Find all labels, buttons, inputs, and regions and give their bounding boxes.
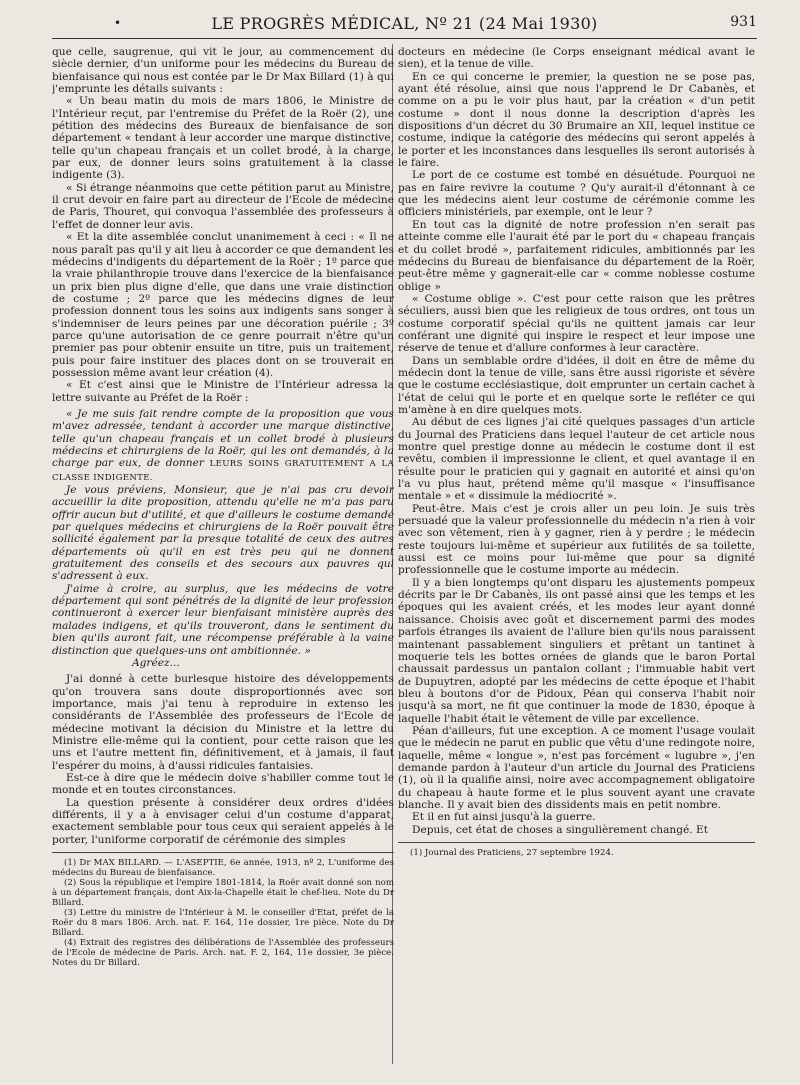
footnote: (3) Lettre du ministre de l'Intérieur à M. le conseiller d'Etat, préfet de la Roër du 8 mars 1806. Arch. nat. F. 164, 11e dossier, 1re pièce. Note du Dr Billard. <box>52 908 394 938</box>
paragraph: J'ai donné à cette burlesque histoire des développements qu'on trouvera sans doute disproportionnés avec son importance, mais j'ai tenu à reproduire in extenso les considérants de l'Assemblée des professeurs de l'Ecole de médecine motivant la décision du Ministre et la lettre du Ministre elle-même qui la contient, pour cette raison que les uns et l'autre mettent fin, définitivement, et à jamais, il faut l'espérer du moins, à d'aussi ridicules fantaisies. <box>52 673 394 772</box>
journal-title: LE PROGRÈS MÉDICAL, Nº 21 (24 Mai 1930) <box>211 14 598 33</box>
paragraph: En tout cas la dignité de notre profession n'en serait pas atteinte comme elle l'aurait été par le port du « chapeau français et du collet brodé », parfaitement ridicules, ambitionnés par les médecins du Bureau de bienfaisance du département de la Roër, peut-être même y gagnerait-elle car « comme noblesse costume oblige » <box>398 218 755 293</box>
right-column <box>398 46 755 1076</box>
quoted-letter: J'aime à croire, au surplus, que les médecins de votre département qui sont pénétrés de la dignité de leur profession continueront à exercer leur bienfaisant ministère auprès des malades indigens, et qu'ils trouveront, dans le sentiment du bien qu'ils auront fait, une récompense préférable à la vaine distinction que quelques-uns ont ambitionnée. » <box>52 582 394 657</box>
header-rule <box>52 38 757 39</box>
paragraph: docteurs en médecine (le Corps enseignant médical avant le sien), et la tenue de ville. <box>398 46 755 71</box>
paragraph: Au début de ces lignes j'ai cité quelques passages d'un article du Journal des Praticiens dans lequel l'auteur de cet article nous montre quel prestige donne au médecin le costume dont il est revêtu, combien il impressionne le client, et quel avantage il en résulte pour le praticien qui y gagnait en autorité et ainsi qu'on l'a vu plus haut, prétend même qu'il masque « l'insuffisance mentale » et « dissimule la médiocrité ». <box>398 416 755 503</box>
footnote: (4) Extrait des registres des délibérations de l'Assemblée des professeurs de l'Ecole de médecine de Paris. Arch. nat. F. 2, 164, 11e dossier, 3e pièce. Notes du Dr Billard. <box>52 938 394 968</box>
page-number: 931 <box>730 14 757 30</box>
paragraph: Dans un semblable ordre d'idées, il doit en être de même du médecin dont la tenue de ville, sans être aussi rigoriste et sévère que le costume ecclésiastique, doit emprunter un certain cachet à l'état de celui qui le porte et en quelque sorte le refléter ce qui m'amène à en dire quelques mots. <box>398 354 755 416</box>
quoted-letter: Je vous préviens, Monsieur, que je n'ai pas cru devoir accueillir la dite proposition, attendu qu'elle ne m'a pas paru offrir aucun but d'utilité, et que d'ailleurs le costume demandé par quelques médecins et chirurgiens de la Roër pouvait être sollicité également par la presque totalité de ceux des autres départements où qu'il en est très peu qui ne donnent gratuitement des conseils et des secours aux pauvres qui s'adressent à eux. <box>52 484 394 583</box>
paragraph: Est-ce à dire que le médecin doive s'habiller comme tout le monde et en toutes circonstances. <box>52 771 394 797</box>
quoted-letter <box>52 408 394 484</box>
paragraph: Le port de ce costume est tombé en désuétude. Pourquoi ne pas en faire revivre la coutume ? Qu'y aurait-il d'étonnant à ce que les médecins aient leur costume de cérémonie comme les officiers ministériels, par exemple, ont le leur ? <box>398 169 755 219</box>
paragraph: « Un beau matin du mois de mars 1806, le Ministre de l'Intérieur reçut, par l'entremise du Préfet de la Roër (2), une pétition des médecins des Bureaux de bienfaisance de son département « tendant à leur accorder une marque distinctive, telle qu'un chapeau français et un collet brodé, à la charge, par eux, de donner leurs soins gratuitement à la classe indigente (3). <box>52 95 394 182</box>
footnote: (1) Journal des Praticiens, 27 septembre 1924. <box>410 848 614 858</box>
footnotes <box>52 852 394 968</box>
paragraph: « Et c'est ainsi que le Ministre de l'Intérieur adressa la lettre suivante au Préfet de la Roër : <box>52 379 394 404</box>
paragraph: que celle, saugrenue, qui vit le jour, au commencement du siècle dernier, d'un uniforme pour les médecins du Bureau de bienfaisance qui nous est contée par le Dr Max Billard (1) à qui j'emprunte les détails suivants : <box>52 46 394 96</box>
running-header <box>52 14 757 38</box>
letter-caps: LEURS SOINS GRATUITEMENT A LA CLASSE INDIGENTE. <box>52 459 394 483</box>
footnotes <box>398 842 755 858</box>
paragraph: En ce qui concerne le premier, la question ne se pose pas, ayant été résolue, ainsi que nous l'apprend le Dr Cabanès, et comme on a pu le voir plus haut, par la création « d'un petit costume » dont il nous donne la description d'après les dispositions d'un décret du 30 Brumaire an XII, lequel institue ce costume, indique la catégorie des médecins qui seront appelés à le porter et les inconstances dans lesquelles ils seront autorisés à le faire. <box>398 70 755 170</box>
footnote: (1) Dr MAX BILLARD. — L'ASEPTIE, 6e année, 1913, nº 2, L'uniforme des médecins du Bureau de bienfaisance. <box>52 858 394 878</box>
paragraph: Péan d'ailleurs, fut une exception. A ce moment l'usage voulait que le médecin ne parut en public que vêtu d'une redingote noire, laquelle, même « longue », n'est pas forcément « lugubre », j'en demande pardon à l'auteur d'un article du Journal des Praticiens (1), où il la qualifie ainsi, noire avec accompagnement obligatoire du chapeau à haute forme et le plus souvent ayant une cravate blanche. Il y avait bien des dissidents mais en petit nombre. <box>398 724 755 811</box>
header-mark: • <box>114 16 122 30</box>
paragraph: Et il en fut ainsi jusqu'à la guerre. <box>412 811 596 824</box>
letter-closing: Agréez... <box>132 656 180 669</box>
paragraph: « Costume oblige ». C'est pour cette raison que les prêtres séculiers, aussi bien que les religieux de tous ordres, ont tous un costume corporatif spécial qu'ils ne quittent jamais car leur conférant une dignité qui inspire le respect et leur impose une réserve de tenue et d'allure conformes à leur caractère. <box>398 292 755 355</box>
paragraph: Peut-être. Mais c'est je crois aller un peu loin. Je suis très persuadé que la valeur professionnelle du médecin n'a rien à voir avec son vêtement, rien à y gagner, rien à y perdre ; le médecin reste toujours lui-même et supérieur aux futilités de sa toilette, aussi est ce moins pour lui-même que pour sa dignité professionnelle que le costume importe au médecin. <box>398 502 755 577</box>
left-column <box>52 46 394 1076</box>
footnote: (2) Sous la république et l'empire 1801-1814, la Roër avait donné son nom à un département français, dont Aix-la-Chapelle était le chef-lieu. Note du Dr Billard. <box>52 878 394 908</box>
paragraph: « Si étrange néanmoins que cette pétition parut au Ministre, il crut devoir en faire part au directeur de l'Ecole de médecine de Paris, Thouret, qui convoqua l'assemblée des professeurs à l'effet de donner leur avis. <box>52 181 394 231</box>
paragraph: Il y a bien longtemps qu'ont disparu les ajustements pompeux décrits par le Dr Cabanès, ils ont passé ainsi que les temps et les époques qui les avaient créés, et les modes leur ayant donné naissance. Choisis avec goût et discernement parmi des modes parfois étranges ils avaient de l'allure bien qu'ils nous paraissent maintenant passablement singuliers et prêtant un tantinet à moquerie tels les bottes ornées de glands que le baron Portal chaussait pardessus un pantalon collant ; l'immuable habit vert de Dupuytren, adopté par les médecins de cette époque et l'habit bleu à boutons d'or de Pidoux, Péan qui conserva l'habit noir jusqu'à sa mort, ne fit que continuer la mode de 1830, époque à laquelle l'habit était le vêtement de ville par excellence. <box>398 576 755 725</box>
paragraph: La question présente à considérer deux ordres d'idées différents, il y a à envisager celui d'un costume d'apparat, exactement semblable pour tous ceux qui seraient appelés à le porter, l'uniforme corporatif de cérémonie des simples <box>52 796 394 846</box>
paragraph: « Et la dite assemblée conclut unanimement à ceci : « Il ne nous paraît pas qu'il y ait lieu à accorder ce que demandent les médecins d'indigents du département de la Roër ; 1º parce que la vraie philanthropie trouve dans l'exercice de la bienfaisance un prix bien plus digne d'elle, que dans une vraie distinction de costume ; 2º parce que les médecins dignes de leur profession donnent tous les soins aux indigents sans songer à s'indemniser de leurs peines par une décoration puérile ; 3º parce qu'une autorisation de ce genre pourrait n'être qu'un premier pas pour obtenir ensuite un titre, puis un traitement, puis pour faire instituer des places dont on se trouverait en possession même avant leur création (4). <box>52 231 394 379</box>
paragraph: Depuis, cet état de choses a singulièrement changé. Et <box>412 823 709 836</box>
letter-text: « Je me suis fait rendre compte de la proposition que vous m'avez adressée, tendant à accorder une marque distinctive, telle qu'un chapeau français et un collet brodé à plusieurs médecins et chirurgiens de la Roër, qui les ont demandés, à la charge par eux, de donner <box>52 407 394 470</box>
